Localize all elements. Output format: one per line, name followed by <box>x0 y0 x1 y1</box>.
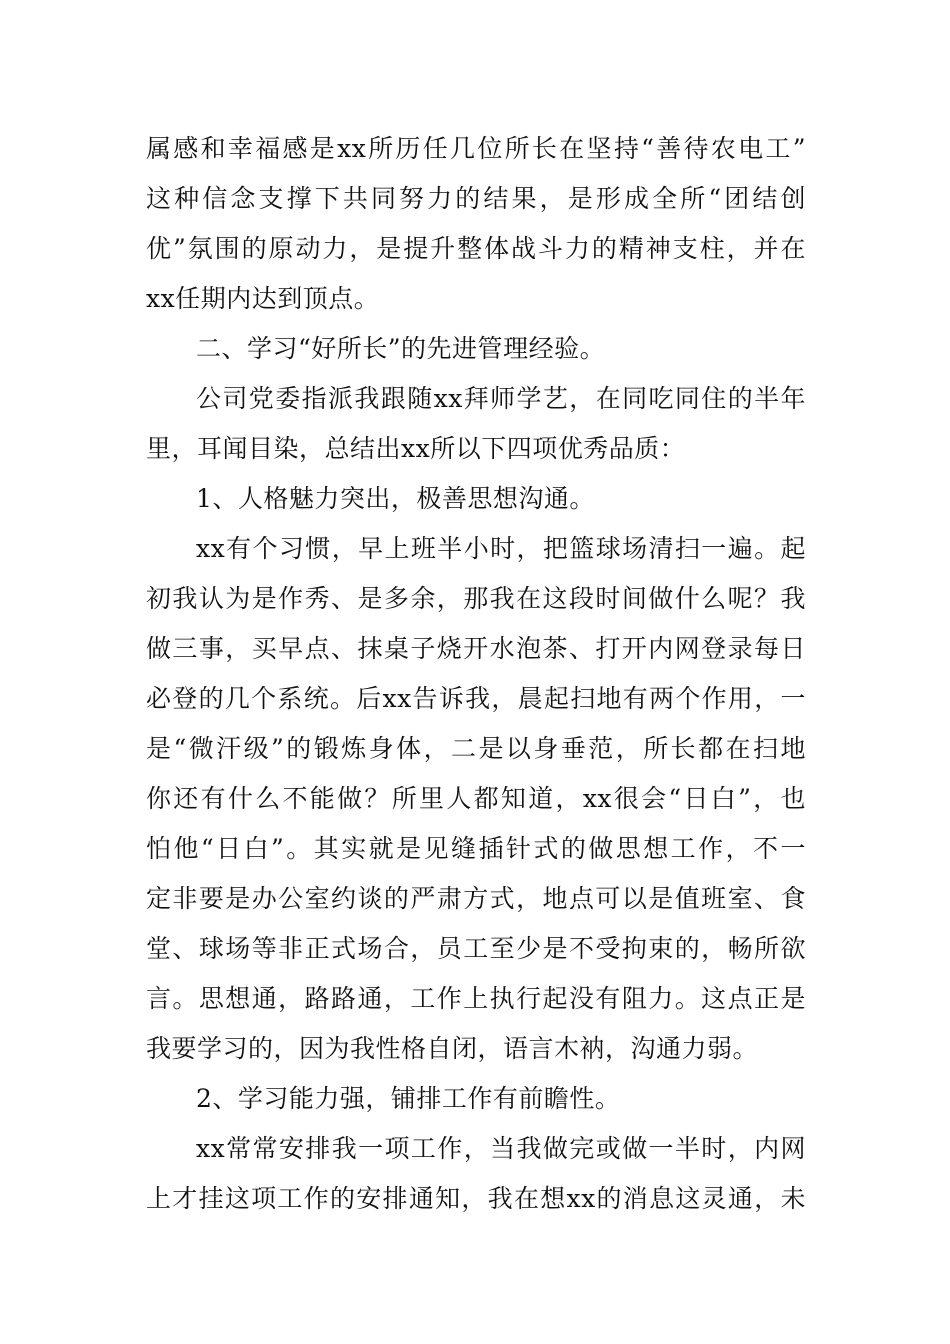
text-line: 怕他“日白”。其实就是见缝插针式的做思想工作，不一 <box>146 834 806 863</box>
text-line: 这种信念支撑下共同努力的结果，是形成全所“团结创 <box>146 184 806 213</box>
text-line: 我要学习的，因为我性格自闭，语言木衲，沟通力弱。 <box>146 1034 759 1063</box>
text-line: 定非要是办公室约谈的严肃方式，地点可以是值班室、食 <box>146 884 806 913</box>
text-line: 你还有什么不能做？所里人都知道，xx很会“日白”，也 <box>146 784 806 813</box>
text-line: 里，耳闻目染，总结出xx所以下四项优秀品质： <box>146 434 686 463</box>
subsection-heading: 2、学习能力强，铺排工作有前瞻性。 <box>196 1084 621 1113</box>
text-line: xx常常安排我一项工作，当我做完或做一半时，内网 <box>196 1134 806 1163</box>
text-line: 堂、球场等非正式场合，员工至少是不受拘束的，畅所欲 <box>146 934 806 963</box>
text-line: 公司党委指派我跟随xx拜师学艺，在同吃同住的半年 <box>196 384 806 413</box>
section-heading: 二、学习“好所长”的先进管理经验。 <box>196 334 606 363</box>
text-line: xx任期内达到顶点。 <box>146 284 380 313</box>
document-body <box>146 124 806 1224</box>
text-line: 做三事，买早点、抹桌子烧开水泡茶、打开内网登录每日 <box>146 634 806 663</box>
text-line: 必登的几个系统。后xx告诉我，晨起扫地有两个作用，一 <box>146 684 806 713</box>
text-line: 属感和幸福感是xx所历任几位所长在坚持“善待农电工” <box>146 134 806 163</box>
text-line: 初我认为是作秀、是多余，那我在这段时间做什么呢？我 <box>146 584 806 613</box>
text-line: xx有个习惯，早上班半小时，把篮球场清扫一遍。起 <box>196 534 806 563</box>
subsection-heading: 1、人格魅力突出，极善思想沟通。 <box>196 484 595 513</box>
text-line: 言。思想通，路路通，工作上执行起没有阻力。这点正是 <box>146 984 806 1013</box>
text-line: 上才挂这项工作的安排通知，我在想xx的消息这灵通，未 <box>146 1184 806 1213</box>
text-line: 优”氛围的原动力，是提升整体战斗力的精神支柱，并在 <box>146 234 806 263</box>
text-line: 是“微汗级”的锻炼身体，二是以身垂范，所长都在扫地 <box>146 734 806 763</box>
